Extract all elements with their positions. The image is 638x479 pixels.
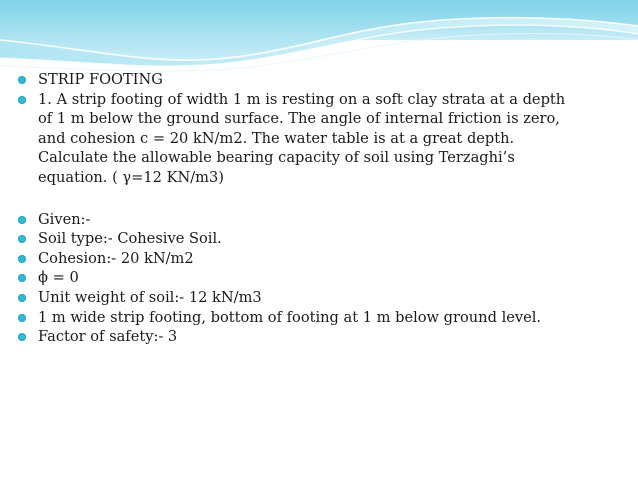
spacer: [18, 188, 618, 210]
list-item: [18, 327, 618, 347]
list-item-text: Factor of safety:- 3: [38, 328, 178, 346]
problem-statement: 1. A strip footing of width 1 m is resting on a soft clay strata at a depth of 1 m below the ground surface. The angle of internal friction is zero, and cohesion c = 20 kN/m2. The water table is at a great depth. Calculate the allowable bearing capacity of soil using Terzaghi’s equation. ( γ=12 KN/m3): [38, 90, 566, 186]
header-wave-decoration: [0, 0, 638, 80]
list-item-text: STRIP FOOTING: [38, 71, 163, 88]
list-item-text: ϕ = 0: [38, 269, 79, 287]
list-item-text: Cohesion:- 20 kN/m2: [38, 249, 194, 267]
bullet-list: [18, 70, 618, 347]
list-item: [18, 288, 618, 308]
list-item: [18, 308, 618, 328]
list-item-text: Soil type:- Cohesive Soil.: [38, 230, 222, 248]
list-item-text: 1 m wide strip footing, bottom of footing at 1 m below ground level.: [38, 308, 542, 326]
list-item: [18, 268, 618, 288]
list-item: [18, 70, 618, 90]
bullet-icon: [18, 333, 26, 341]
bullet-icon: [18, 235, 26, 243]
bullet-icon: [18, 216, 26, 224]
bullet-icon: [18, 255, 26, 263]
bullet-icon: [18, 76, 26, 84]
list-item: [18, 210, 618, 230]
list-item: [18, 249, 618, 269]
list-item-text: Given:-: [38, 210, 91, 228]
list-item-text: Unit weight of soil:- 12 kN/m3: [38, 288, 262, 306]
list-item: [18, 90, 618, 188]
bullet-icon: [18, 96, 26, 104]
bullet-icon: [18, 274, 26, 282]
bullet-icon: [18, 314, 26, 322]
list-item: [18, 229, 618, 249]
bullet-icon: [18, 294, 26, 302]
